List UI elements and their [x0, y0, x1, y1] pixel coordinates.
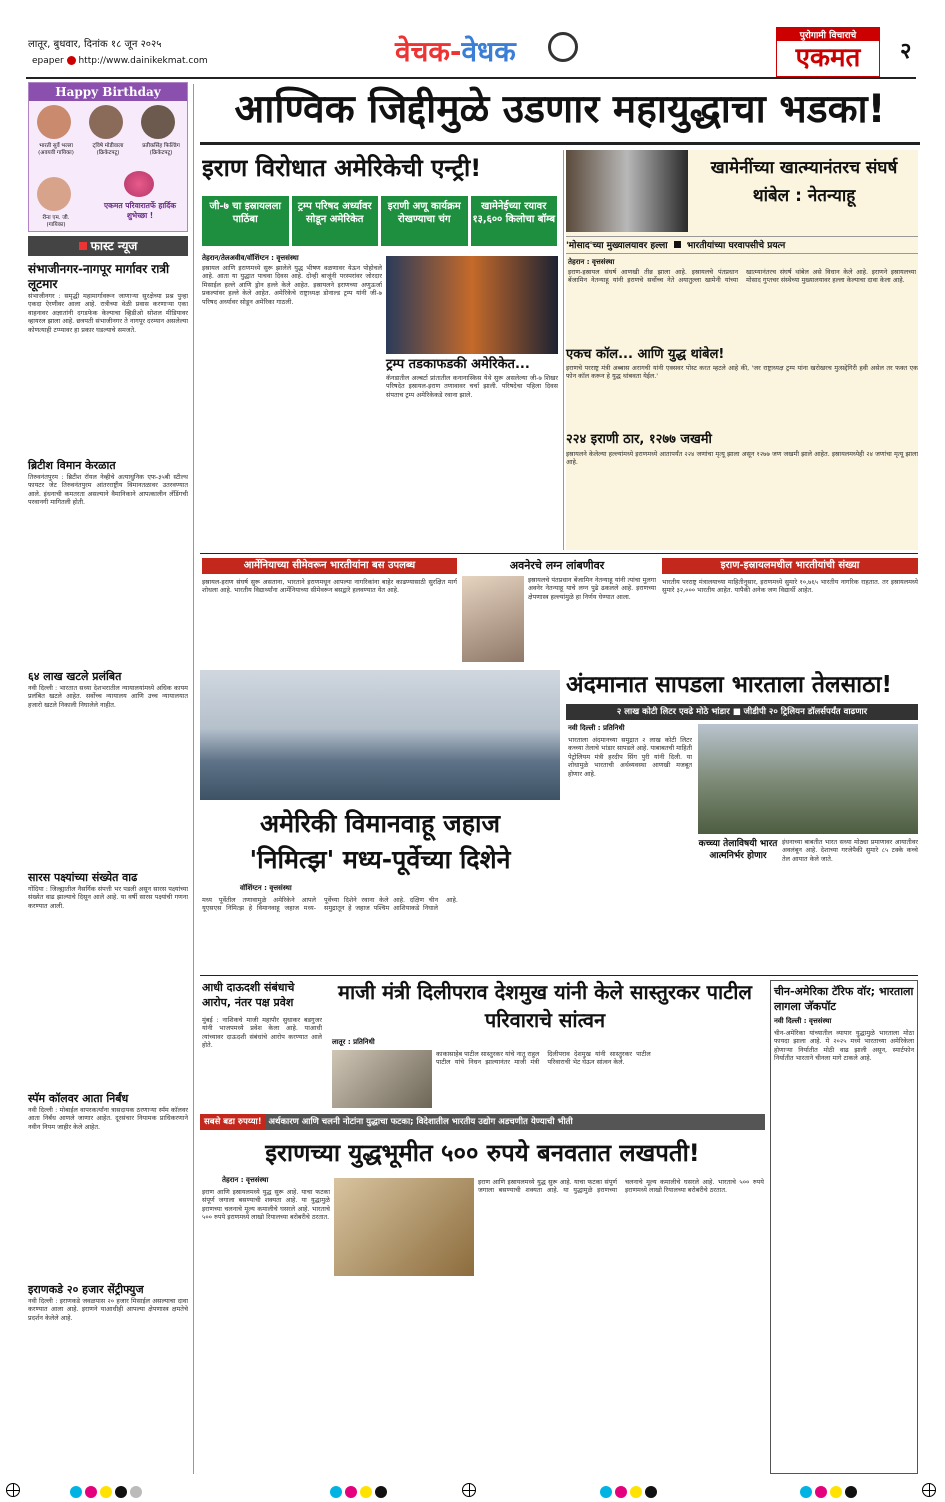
masthead-rule — [26, 77, 916, 79]
news-item — [28, 1091, 188, 1276]
news-body: गोंदिया : जिल्ह्यातील नैसर्गिक संपत्ती भर पडली असून सारस पक्ष्यांच्या संख्येत वाढ झाल्याचे दिसून आले आहे. या वर्षी सारस पक्ष्यांची गणना करण्यात आली. — [28, 885, 188, 910]
subbar-b: भारतीयांच्या घरवापसीचे प्रयत्न — [686, 241, 786, 251]
photo-caption: ट्रम्प तडकाफडकी अमेरिकेत... — [386, 357, 530, 372]
deshmukh-headline: माजी मंत्री दिलीपराव देशमुख यांनी केले सास्तुरकर पाटील परिवाराचे सांत्वन — [338, 980, 752, 1032]
article-body: इराण-इस्रायल संघर्ष आणखी तीव्र झाला आहे. इस्रायलचे पंतप्रधान बेंजामिन नेतन्याहू यांनी इराणचे सर्वोच्च नेते अयातुल्ला खामेनी यांच्या खात्म्यानंतरच संघर्ष थांबेल असे विधान केले आहे. इराणने इस्रायलच्या मोसाद गुप्तचर संस्थेच्या मुख्यालयावर हल्ला केल्याचा दावा केला आहे. — [568, 268, 916, 285]
article-body: मुंबई : नाशिकचे माजी महापौर सुधाकर बडगुजर यांनी भाजपमध्ये प्रवेश केला आहे. याआधी त्यांच्यावर दाऊदशी संबंधांचे आरोप करण्यात आले होते. — [202, 1016, 322, 1050]
highlight-box: इराणी अणू कार्यक्रम रोखण्याचा चंग — [381, 196, 468, 246]
person-role: (गायिका) — [46, 222, 66, 228]
carrier-headline-1: अमेरिकी विमानवाहू जहाज — [259, 809, 500, 838]
person-name: ट्विषे मोडीवाला — [92, 143, 124, 149]
rupee-headline: इराणच्या युद्धभूमीत ५०० रुपये बनवतात लखपती! — [265, 1139, 700, 1167]
byline: तेहरान : वृत्तसंस्था — [222, 1176, 269, 1184]
person-name: भारती सुर्वे भल्ला — [39, 143, 73, 149]
news-item — [28, 262, 188, 452]
person-name: प्रतीकसिंह फिल्डिंग — [142, 143, 180, 149]
fast-news-title — [28, 236, 188, 256]
strap-label: सबसे बडा रुपय्या! — [200, 1114, 266, 1130]
color-registration-strip — [600, 1483, 660, 1502]
indians-headline: इराण-इस्रायलमधील भारतीयांची संख्या — [662, 558, 918, 574]
article-body: इस्रायल आणि इराणमध्ये सुरू झालेले युद्ध भीषण वळणावर येऊन पोहोचले आहे. आता या युद्धात पाचवा दिवस आहे. दोन्ही बाजूंनी परस्परांवर जोरदार मिसाईल हल्ले आणि ड्रोन हल्ले केले आहेत. इस्रायलने इराणच्या अणुऊर्जा प्रकल्पांवर हल्ले केले आहेत. अमेरिकेचे राष्ट्राध्यक्ष डोनाल्ड ट्रम्प यांनी जी-७ परिषद अर्ध्यावर सोडून अमेरिका गाठली. — [202, 264, 382, 306]
dawood-headline: आधी दाऊदशी संबंधाचे आरोप, नंतर पक्ष प्रवेश — [202, 981, 295, 1009]
casualty-title: २२४ इराणी ठार, १२७७ जखमी — [566, 432, 712, 447]
strap-text: अर्थकारण आणि चलनी नोटांना युद्धाचा फटका; विदेशातील भारतीय उद्योग अडचणीत येण्याची भीती — [268, 1117, 573, 1127]
section-rule — [200, 975, 918, 976]
fast-news-sidebar — [28, 236, 188, 1476]
birthday-box — [28, 82, 188, 232]
person-role: (अवयवी गायिका) — [38, 150, 74, 156]
news-headline: सारस पक्ष्यांच्या संख्येत वाढ — [28, 871, 138, 884]
article-body: इस्रायलचे पंतप्रधान बेंजामिन नेतन्याहू यांनी त्यांचा मुलगा अवनेर नेतन्याहू याचे लग्न पुढे ढकलले आहे. इराणच्या क्षेपणास्त्र हल्ल्यांमुळे हा निर्णय घेण्यात आला. — [528, 576, 656, 601]
globe-icon — [67, 56, 76, 65]
avatar — [141, 105, 175, 139]
section-rule — [200, 553, 918, 554]
page-number: २ — [900, 39, 912, 64]
site-url[interactable]: http://www.dainikekmat.com — [78, 56, 208, 66]
news-body: नवी दिल्ली : भारतात सध्या देशभरातील न्यायालयांमध्ये अधिक कायम प्रलंबित खटले आहेत. सर्वोच्च न्यायालय आणि उच्च न्यायालयात हजारो खटले निकाली निघालेले नाहीत. — [28, 684, 188, 709]
registration-mark-icon — [922, 1482, 936, 1501]
brand-tagline: पुरोगामी विचाराचे — [777, 28, 879, 41]
column-divider — [563, 150, 564, 550]
article-body: काकासाहेब पाटील सास्तुरकर यांचे नातू राहुल पाटील यांचे निधन झाल्यानंतर माजी मंत्री दिलीपराव देशमुख यांनी सास्तुरकर पाटील परिवाराची भेट घेऊन सांत्वन केले. — [436, 1050, 651, 1067]
netanyahu-headline: खामेनींच्या खात्म्यानंतरच संघर्ष थांबेल : नेतन्याहू — [710, 158, 898, 206]
andaman-headline: अंदमानात सापडला भारताला तेलसाठा! — [566, 672, 892, 698]
bouquet-icon — [124, 171, 154, 197]
color-registration-strip — [330, 1483, 390, 1502]
article-body: इंधनाच्या बाबतीत भारत सध्या मोठ्या प्रमाणावर आयातीवर अवलंबून आहे. देशाच्या गरजेपैकी सुमारे ८५ टक्के कच्चे तेल आयात केले जाते. — [782, 838, 918, 863]
byline: नवी दिल्ली : वृत्तसंस्था — [774, 1017, 832, 1025]
article-body: इराण आणि इस्रायलमध्ये युद्ध सुरू आहे. याचा फटका संपूर्ण जगाला बसण्याची शक्यता आहे. या युद्धामुळे इराणच्या चलनाचे मूल्य कमालीचे घसरले आहे. भारताचे ५०० रुपये इराणमध्ये लाखो रियालच्या बरोबरीचे ठरतात. — [202, 1188, 330, 1222]
dateline: लातूर, बुधवार, दिनांक १८ जून २०२५ — [28, 39, 162, 50]
section-title — [395, 32, 516, 70]
birthday-wish: एकमत परिवारातर्फे हार्दिक शुभेच्छा ! — [104, 201, 176, 220]
registration-mark-icon — [462, 1482, 476, 1501]
article-body: भारताला अंदमानच्या समुद्रात २ लाख कोटी लिटर कच्च्या तेलाचे भांडार सापडले आहे. याबाबतची माहिती पेट्रोलियम मंत्री हरदीप सिंग पुरी यांनी दिली. या शोधामुळे भारताची अर्थव्यवस्था आणखी मजबूत होणार आहे. — [568, 736, 692, 778]
person-role: (क्रिकेटपटू) — [149, 150, 173, 156]
oil-rig-photo — [698, 724, 918, 834]
condolence-photo — [332, 1050, 432, 1108]
us-entry-headline: इराण विरोधात अमेरिकेची एन्ट्री! — [202, 154, 482, 182]
highlight-box: खामेनेईच्या रयावर १३,६०० किलोचा बॉम्ब — [471, 196, 558, 246]
news-body: संभाजीनगर : समृद्धी महामार्गावरून जाणाऱ्या सुरक्षेच्या प्रश्न पुन्हा एकदा ऐरणीवर आला आहे. रात्रीच्या वेळी प्रवास करणाऱ्या एका वाहनावर अज्ञातांनी दगडफेक केल्याचा व्हिडीओ सोशल मीडियावर व्हायरल झाला आहे. छत्रपती संभाजीनगर ते नागपूर दरम्यान असलेल्या कोणत्याही टप्प्यावर हा प्रकार घडल्याचे समजते. — [28, 292, 188, 334]
news-body: नवी दिल्ली : मोबाईल वापरकर्त्यांना त्रासदायक ठरणाऱ्या स्पॅम कॉलवर आता निर्बंध आणले जाणार आहेत. दूरसंचार नियामक प्राधिकरणाने नवीन नियम जाहीर केले आहेत. — [28, 1106, 188, 1131]
person-role: (क्रिकेटपटू) — [96, 150, 120, 156]
square-icon — [79, 242, 87, 250]
article-body: भारतीय परराष्ट्र मंत्रालयाच्या माहितीनुसार, इराणमध्ये सुमारे १०,७६५ भारतीय नागरिक राहतात. तर इस्रायलमध्ये सुमारे ३२,००० भारतीय आहेत. यापैकी अनेक जण विद्यार्थी आहेत. — [662, 578, 918, 595]
fast-news-label: फास्ट न्यूज — [90, 239, 138, 253]
khamenei-netanyahu-photo — [566, 150, 688, 232]
news-headline: ६४ लाख खटले प्रलंबित — [28, 670, 122, 683]
article-body: चीन-अमेरिका यांच्यातील व्यापार युद्धामुळे भारताला मोठा फायदा झाला आहे. मे २०२५ मध्ये भारताच्या अमेरिकेला होणाऱ्या निर्यातीत मोठी वाढ झाली असून, स्मार्टफोन निर्यातीत भारताने चीनला मागे टाकले आहे. — [774, 1029, 914, 1063]
square-bullet-icon — [674, 241, 681, 248]
byline: तेहरान/तेलअवीव/वॉशिंग्टन : वृत्तसंस्था — [202, 254, 299, 262]
byline: वॉशिंग्टन : वृत्तसंस्था — [240, 884, 292, 892]
epaper-line — [32, 56, 208, 66]
call-box-title: एकच कॉल... आणि युद्ध थांबेल! — [566, 347, 725, 362]
news-item — [28, 458, 188, 663]
main-headline: आण्विक जिद्दीमुळे उडणार महायुद्धाचा भडका! — [234, 87, 886, 132]
article-body: इस्रायल-इराण संघर्ष सुरू असताना, भारताने इराणमधून आपल्या नागरिकांना बाहेर काढण्यासाठी सुरक्षित मार्ग शोधला आहे. भारतीय विद्यार्थ्यांना आर्मेनियाच्या सीमेवरून बसद्वारे हलवण्यात येत आहे. — [202, 578, 457, 595]
news-body: तिरुवनंतपुरम : ब्रिटीश रॉयल नेव्हीचे अत्याधुनिक एफ-३५बी स्टील्थ फायटर जेट तिरुवनंतपुरम आंतरराष्ट्रीय विमानतळावर उतरवण्यात आले. इंधनाची कमतरता असल्याने वैमानिकाने आपत्कालीन लँडिंगची परवानगी मागितली होती. — [28, 473, 188, 507]
birthday-title: Happy Birthday — [29, 83, 187, 101]
photo-caption: कच्च्या तेलाविषयी भारत आत्मनिर्भर होणार — [698, 839, 778, 861]
byline: नवी दिल्ली : प्रतिनिधी — [568, 724, 625, 732]
article-body: मध्य पूर्वेतील तणावामुळे अमेरिकेने आपले यूएसएस निमित्झ हे विमानवाहू जहाज मध्य-पूर्वेच्या दिशेने रवाना केले आहे. दक्षिण चीन समुद्रातून हे जहाज पश्चिम आशियाकडे निघाले आहे. — [202, 896, 458, 913]
color-registration-strip — [70, 1483, 145, 1502]
news-item — [28, 669, 188, 864]
us-entry-boxes — [202, 196, 557, 246]
rupee-strap — [200, 1114, 765, 1130]
news-headline: संभाजीनगर-नागपूर मार्गावर रात्री लूटमार — [28, 262, 170, 291]
casualty-body: इस्रायलने केलेल्या हल्ल्यांमध्ये इराणमध्ये आतापर्यंत २२४ जणांचा मृत्यू झाला असून १२७७ जण जखमी झाले आहेत. इस्रायलमध्येही २४ जणांचा मृत्यू झाला आहे. — [566, 450, 918, 467]
masthead — [0, 0, 945, 80]
avatar — [37, 105, 71, 139]
call-box — [566, 346, 918, 550]
person-name: रीना एम. जी. — [42, 215, 70, 221]
highlight-box: ट्रम्प परिषद अर्ध्यावर सोडून अमेरिकेत — [292, 196, 379, 246]
byline: लातूर : प्रतिनिधी — [332, 1038, 375, 1046]
epaper-label: epaper — [32, 56, 64, 66]
call-box-body: इराणचे परराष्ट्र मंत्री अब्बास अरागची यांनी एक्सवर पोस्ट करत म्हटले आहे की, 'जर राष्ट्राध्यक्ष ट्रम्प यांना खरोखरच मुत्सद्देगिरी हवी असेल तर फक्त एक फोन कॉल करून हे युद्ध थांबवता येईल.' — [566, 364, 918, 381]
armenia-headline: आर्मेनियाच्या सीमेवरून भारतीयांना बस उपलब्ध — [202, 558, 457, 574]
carrier-photo — [200, 670, 560, 800]
news-headline: इराणकडे २० हजार सेंट्रीफ्युज — [28, 1283, 144, 1296]
news-headline: स्पॅम कॉलवर आता निर्बंध — [28, 1092, 129, 1105]
netanyahu-story — [566, 150, 918, 550]
headline-rule — [200, 142, 920, 145]
carrier-headline-2: 'निमित्झ' मध्य-पूर्वेच्या दिशेने — [249, 845, 511, 874]
highlight-box: जी-७ चा इस्रायलला पाठिंबा — [202, 196, 289, 246]
trump-leaders-photo — [386, 256, 558, 354]
news-item — [28, 1282, 188, 1457]
andaman-subbar: २ लाख कोटी लिटर एवढे मोठे भांडार ■ जीडीपी २० ट्रिलियन डॉलर्सपर्यंत वाढणार — [566, 704, 918, 720]
registration-mark-icon — [6, 1482, 20, 1501]
article-body: इराण आणि इस्रायलमध्ये युद्ध सुरू आहे. याचा फटका संपूर्ण जगाला बसण्याची शक्यता आहे. या युद्धामुळे इराणच्या चलनाचे मूल्य कमालीचे घसरले आहे. भारताचे ५०० रुपये इराणमध्ये लाखो रियालच्या बरोबरीचे ठरतात. — [478, 1178, 764, 1195]
wedding-headline: अवनेरचे लग्न लांबणीवर — [509, 559, 605, 572]
color-registration-strip — [800, 1483, 860, 1502]
brand-logo — [776, 27, 880, 77]
currency-photo — [334, 1178, 474, 1276]
section-title-a: वेचक- — [395, 35, 462, 68]
wedding-photo — [462, 576, 524, 662]
news-headline: ब्रिटीश विमान केरळात — [28, 459, 116, 472]
avatar — [89, 105, 123, 139]
brand-name: एकमत — [795, 43, 861, 73]
section-title-b: वेधक — [461, 35, 516, 68]
caption-body: कॅनडातील अल्बर्टा प्रांतातील कनानास्किस येथे सुरू असलेल्या जी-७ शिखर परिषदेत इस्रायल-इराण तणावावर चर्चा झाली. परिषदेचा पहिला दिवस संपताच ट्रम्प अमेरिकेकडे रवाना झाले. — [386, 374, 558, 399]
netanyahu-subbar — [566, 236, 918, 254]
tariff-headline: चीन-अमेरिका टॅरिफ वॉर; भारताला लागला जॅकपॉट — [774, 985, 914, 1013]
avatar — [37, 177, 71, 211]
column-divider — [193, 84, 194, 1474]
tariff-story — [770, 980, 918, 1474]
news-item — [28, 870, 188, 1085]
news-body: नवी दिल्ली : इराणकडे जवळपास २० हजार मिसाईल असल्याचा दावा करण्यात आला आहे. इराणने याआधीही आपल्या क्षेपणास्त्र क्षमतेचे प्रदर्शन केलेले आहे. — [28, 1297, 188, 1322]
subbar-a: 'मोसाद'च्या मुख्यालयावर हल्ला — [566, 241, 668, 251]
byline: तेहरान : वृत्तसंस्था — [568, 258, 615, 266]
magnifier-icon — [548, 32, 578, 62]
